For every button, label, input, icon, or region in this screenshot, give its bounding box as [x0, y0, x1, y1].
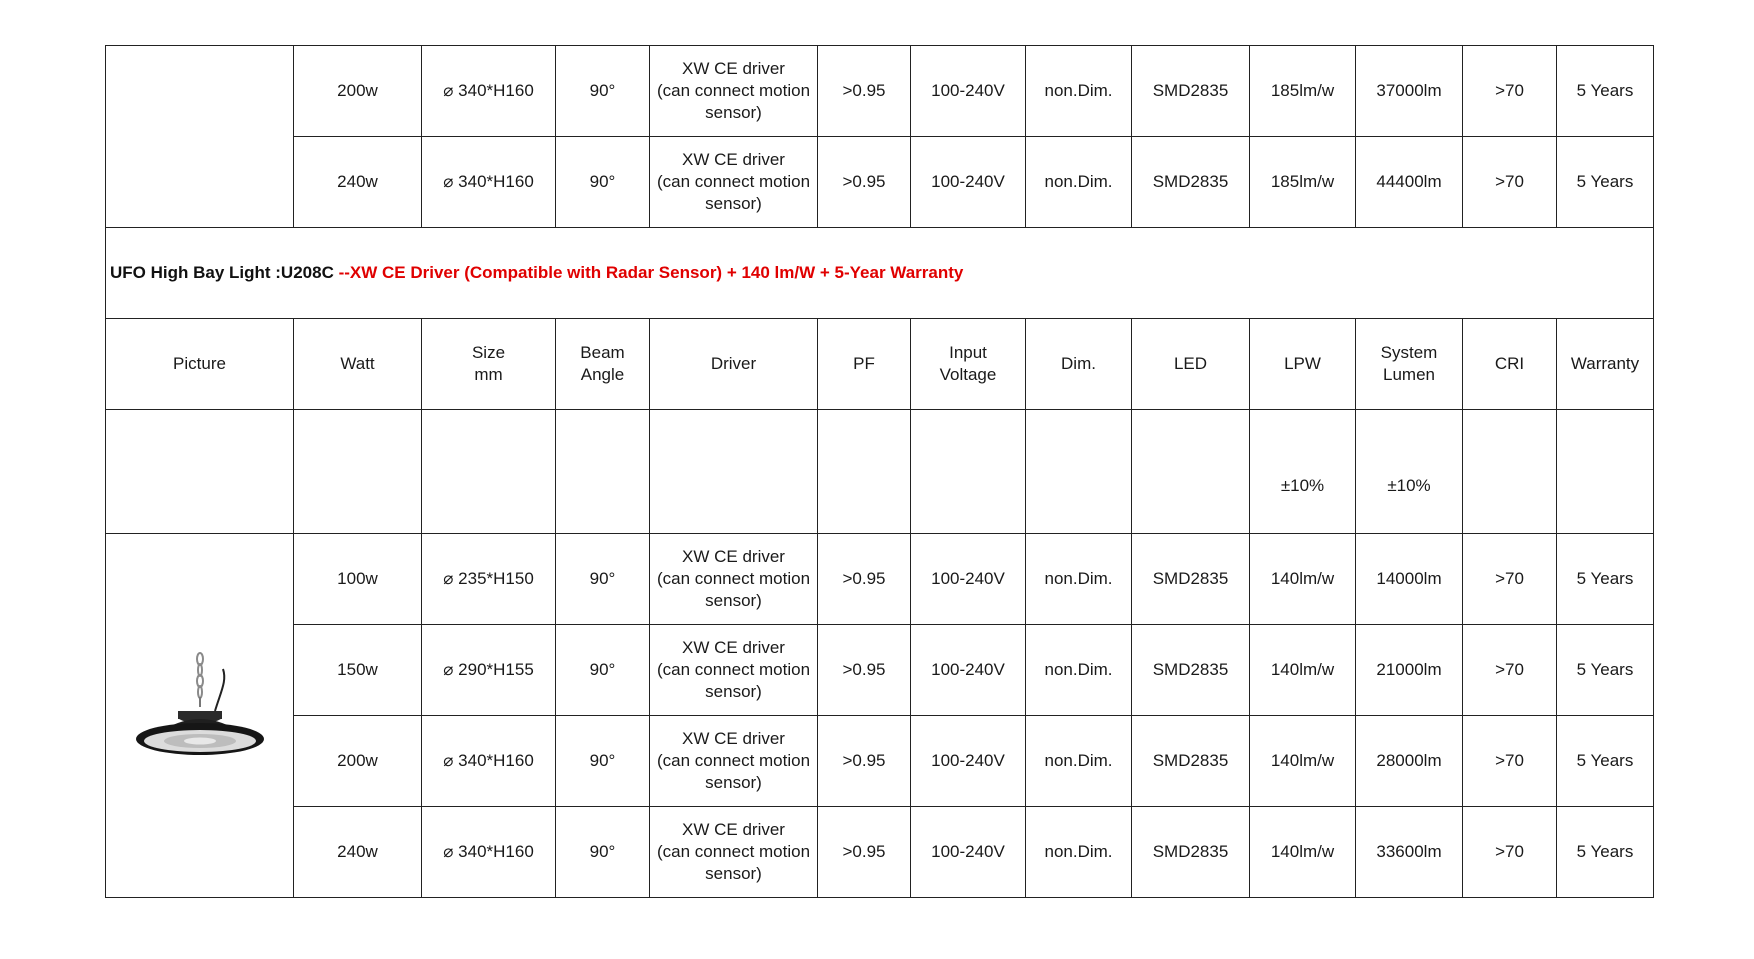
lumen-cell: 21000lm	[1356, 625, 1463, 716]
cri-cell: >70	[1463, 716, 1557, 807]
lumen-cell: 14000lm	[1356, 534, 1463, 625]
driver-cell	[650, 807, 818, 898]
warranty-cell: 5 Years	[1557, 534, 1654, 625]
voltage-cell: 100-240V	[911, 46, 1026, 137]
table-row	[106, 625, 1654, 716]
cri-cell: >70	[1463, 46, 1557, 137]
driver-line: XW CE driver	[682, 729, 785, 748]
led-cell: SMD2835	[1132, 807, 1250, 898]
header-lumen-line2: Lumen	[1383, 365, 1435, 384]
driver-cell	[650, 534, 818, 625]
header-size-line1: Size	[471, 343, 506, 362]
driver-line: (can connect motion	[656, 842, 811, 861]
header-voltage	[911, 319, 1026, 410]
led-cell: SMD2835	[1132, 46, 1250, 137]
header-voltage-line1: Input	[949, 343, 987, 362]
led-cell: SMD2835	[1132, 716, 1250, 807]
empty-cell	[556, 410, 650, 534]
header-beam-line1: Beam	[580, 343, 625, 362]
ufo-high-bay-lamp-image	[125, 651, 275, 781]
cri-cell: >70	[1463, 534, 1557, 625]
header-led: LED	[1132, 319, 1250, 410]
watt-cell: 150w	[294, 625, 422, 716]
table-row	[106, 534, 1654, 625]
table-row	[106, 137, 1654, 228]
driver-line: XW CE driver	[682, 150, 785, 169]
beam-cell: 90°	[556, 807, 650, 898]
driver-line: sensor)	[705, 773, 762, 792]
empty-cell	[1557, 410, 1654, 534]
driver-line: XW CE driver	[682, 638, 785, 657]
watt-cell: 240w	[294, 137, 422, 228]
driver-line: sensor)	[705, 103, 762, 122]
empty-cell	[1132, 410, 1250, 534]
header-lumen-line1: System	[1380, 343, 1438, 362]
pf-cell: >0.95	[818, 137, 911, 228]
header-row	[106, 319, 1654, 410]
product-picture-cell	[106, 534, 294, 898]
voltage-cell: 100-240V	[911, 807, 1026, 898]
lpw-cell: 140lm/w	[1250, 625, 1356, 716]
table-row	[106, 716, 1654, 807]
empty-cell	[650, 410, 818, 534]
pf-cell: >0.95	[818, 46, 911, 137]
watt-cell: 240w	[294, 807, 422, 898]
dim-cell: non.Dim.	[1026, 807, 1132, 898]
size-cell: ⌀ 235*H150	[422, 534, 556, 625]
beam-cell: 90°	[556, 46, 650, 137]
dim-cell: non.Dim.	[1026, 46, 1132, 137]
header-beam-line2: Angle	[580, 365, 625, 384]
picture-cell-empty	[106, 46, 294, 228]
driver-line: (can connect motion	[656, 751, 811, 770]
cri-cell: >70	[1463, 137, 1557, 228]
lumen-cell: 33600lm	[1356, 807, 1463, 898]
empty-cell	[1026, 410, 1132, 534]
header-driver: Driver	[650, 319, 818, 410]
lpw-cell: 140lm/w	[1250, 807, 1356, 898]
driver-cell	[650, 716, 818, 807]
header-voltage-line2: Voltage	[939, 365, 997, 384]
pf-cell: >0.95	[818, 716, 911, 807]
pf-cell: >0.95	[818, 807, 911, 898]
cri-cell: >70	[1463, 625, 1557, 716]
driver-line: XW CE driver	[682, 59, 785, 78]
voltage-cell: 100-240V	[911, 625, 1026, 716]
driver-line: sensor)	[705, 864, 762, 883]
driver-cell	[650, 625, 818, 716]
led-cell: SMD2835	[1132, 534, 1250, 625]
led-cell: SMD2835	[1132, 137, 1250, 228]
voltage-cell: 100-240V	[911, 716, 1026, 807]
driver-line: (can connect motion	[656, 172, 811, 191]
header-lumen	[1356, 319, 1463, 410]
dim-cell: non.Dim.	[1026, 534, 1132, 625]
driver-line: sensor)	[705, 591, 762, 610]
voltage-cell: 100-240V	[911, 534, 1026, 625]
pf-cell: >0.95	[818, 625, 911, 716]
beam-cell: 90°	[556, 137, 650, 228]
table-row	[106, 46, 1654, 137]
warranty-cell: 5 Years	[1557, 625, 1654, 716]
led-cell: SMD2835	[1132, 625, 1250, 716]
warranty-cell: 5 Years	[1557, 807, 1654, 898]
lpw-tolerance: ±10%	[1250, 410, 1356, 534]
header-watt: Watt	[294, 319, 422, 410]
header-lpw: LPW	[1250, 319, 1356, 410]
spec-table	[105, 45, 1654, 898]
cri-cell: >70	[1463, 807, 1557, 898]
empty-cell	[1463, 410, 1557, 534]
driver-line: (can connect motion	[656, 569, 811, 588]
lpw-cell: 185lm/w	[1250, 137, 1356, 228]
driver-cell	[650, 46, 818, 137]
driver-line: XW CE driver	[682, 820, 785, 839]
voltage-cell: 100-240V	[911, 137, 1026, 228]
size-cell: ⌀ 340*H160	[422, 137, 556, 228]
lumen-cell: 37000lm	[1356, 46, 1463, 137]
empty-cell	[106, 410, 294, 534]
header-cri: CRI	[1463, 319, 1557, 410]
empty-cell	[818, 410, 911, 534]
warranty-cell: 5 Years	[1557, 716, 1654, 807]
beam-cell: 90°	[556, 716, 650, 807]
driver-cell	[650, 137, 818, 228]
empty-cell	[911, 410, 1026, 534]
product-model-title: UFO High Bay Light :U208C	[110, 263, 334, 282]
size-cell: ⌀ 340*H160	[422, 46, 556, 137]
header-beam	[556, 319, 650, 410]
empty-cell	[422, 410, 556, 534]
driver-line: sensor)	[705, 194, 762, 213]
driver-line: (can connect motion	[656, 81, 811, 100]
dim-cell: non.Dim.	[1026, 137, 1132, 228]
empty-cell	[294, 410, 422, 534]
table-row	[106, 807, 1654, 898]
tolerance-row	[106, 410, 1654, 534]
header-pf: PF	[818, 319, 911, 410]
lumen-cell: 28000lm	[1356, 716, 1463, 807]
header-size	[422, 319, 556, 410]
size-cell: ⌀ 290*H155	[422, 625, 556, 716]
lpw-cell: 140lm/w	[1250, 716, 1356, 807]
header-dim: Dim.	[1026, 319, 1132, 410]
lpw-cell: 140lm/w	[1250, 534, 1356, 625]
dim-cell: non.Dim.	[1026, 625, 1132, 716]
watt-cell: 200w	[294, 716, 422, 807]
section-title-row	[106, 228, 1654, 319]
header-picture: Picture	[106, 319, 294, 410]
warranty-cell: 5 Years	[1557, 46, 1654, 137]
watt-cell: 100w	[294, 534, 422, 625]
driver-line: (can connect motion	[656, 660, 811, 679]
driver-line: sensor)	[705, 682, 762, 701]
watt-cell: 200w	[294, 46, 422, 137]
beam-cell: 90°	[556, 534, 650, 625]
pf-cell: >0.95	[818, 534, 911, 625]
lpw-cell: 185lm/w	[1250, 46, 1356, 137]
driver-line: XW CE driver	[682, 547, 785, 566]
header-warranty: Warranty	[1557, 319, 1654, 410]
warranty-cell: 5 Years	[1557, 137, 1654, 228]
product-highlight-text: --XW CE Driver (Compatible with Radar Sensor) + 140 lm/W + 5-Year Warranty	[338, 263, 964, 282]
beam-cell: 90°	[556, 625, 650, 716]
dim-cell: non.Dim.	[1026, 716, 1132, 807]
size-cell: ⌀ 340*H160	[422, 716, 556, 807]
size-cell: ⌀ 340*H160	[422, 807, 556, 898]
lumen-tolerance: ±10%	[1356, 410, 1463, 534]
lumen-cell: 44400lm	[1356, 137, 1463, 228]
section-title	[106, 228, 1654, 319]
header-size-line2: mm	[474, 365, 503, 384]
